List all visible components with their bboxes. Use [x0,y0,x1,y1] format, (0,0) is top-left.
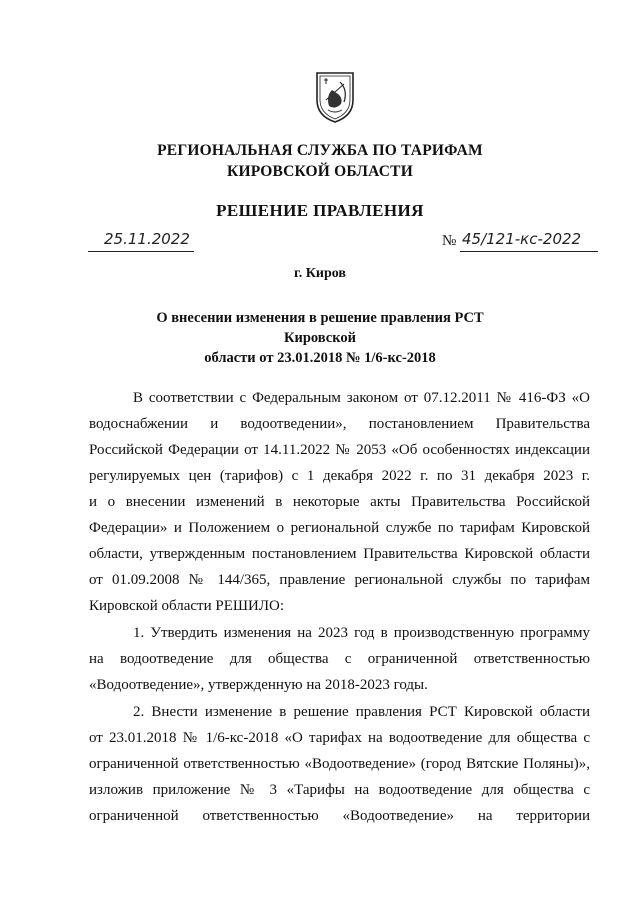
number-underline [460,251,598,252]
body-line: от 23.01.2018 № 1/6-кс-2018 «О тарифах на водоотведение для общества с [89,730,590,746]
org-name-line2: КИРОВСКОЙ ОБЛАСТИ [227,163,413,180]
body-line: регулируемых цен (тарифов) с 1 декабря 2022 г. по 31 декабря 2023 г. [89,468,590,484]
decision-title: РЕШЕНИЕ ПРАВЛЕНИЯ [216,201,424,220]
body-line: ограниченной ответственностью «Водоотведение» на территории [89,808,590,824]
decision-date: 25.11.2022 [104,230,190,248]
subject-line2: области от 23.01.2018 № 1/6-кс-2018 [204,350,436,366]
decision-number: 45/121-кс-2022 [462,230,582,248]
kirov-coat-of-arms-icon [314,70,356,124]
body-line: Федерации» и Положением о региональной службе по тарифам Кировской [89,520,590,536]
body-line: Российской Федерации от 14.11.2022 № 2053 «Об особенностях индексации [89,442,590,458]
body-line: на водоотведение для общества с ограниченной ответственностью [89,651,590,667]
body-line: от 01.09.2008 № 144/365, правление региональной службы по тарифам [89,572,590,588]
body-line: водоснабжении и водоотведении», постановлением Правительства [89,416,590,432]
number-sign: № [442,233,457,249]
item-1-line: 1. Утвердить изменения на 2023 год в производственную программу [133,625,590,641]
body-line: ограниченной ответственностью «Водоотведение» (город Вятские Поляны)», [89,756,590,772]
org-name-line1: РЕГИОНАЛЬНАЯ СЛУЖБА ПО ТАРИФАМ [157,142,483,159]
body-line: области, утвержденным постановлением Правительства Кировской области [89,546,590,562]
decision-subject [120,308,520,368]
date-underline [88,251,194,252]
item-2-line: 2. Внести изменение в решение правления РСТ Кировской области [133,704,590,720]
body-line: В соответствии с Федеральным законом от 07.12.2011 № 416-ФЗ «О [133,390,590,406]
subject-line1: О внесении изменения в решение правления РСТ Кировской [156,310,484,346]
city: г. Киров [294,266,346,281]
body-line: Кировской области РЕШИЛО: [89,598,285,614]
body-line: и о внесении изменений в некоторые акты Правительства Российской [89,494,590,510]
body-line: изложив приложение № 3 «Тарифы на водоотведение для общества с [89,782,590,798]
body-line: «Водоотведение», утвержденную на 2018-2023 годы. [89,677,428,693]
